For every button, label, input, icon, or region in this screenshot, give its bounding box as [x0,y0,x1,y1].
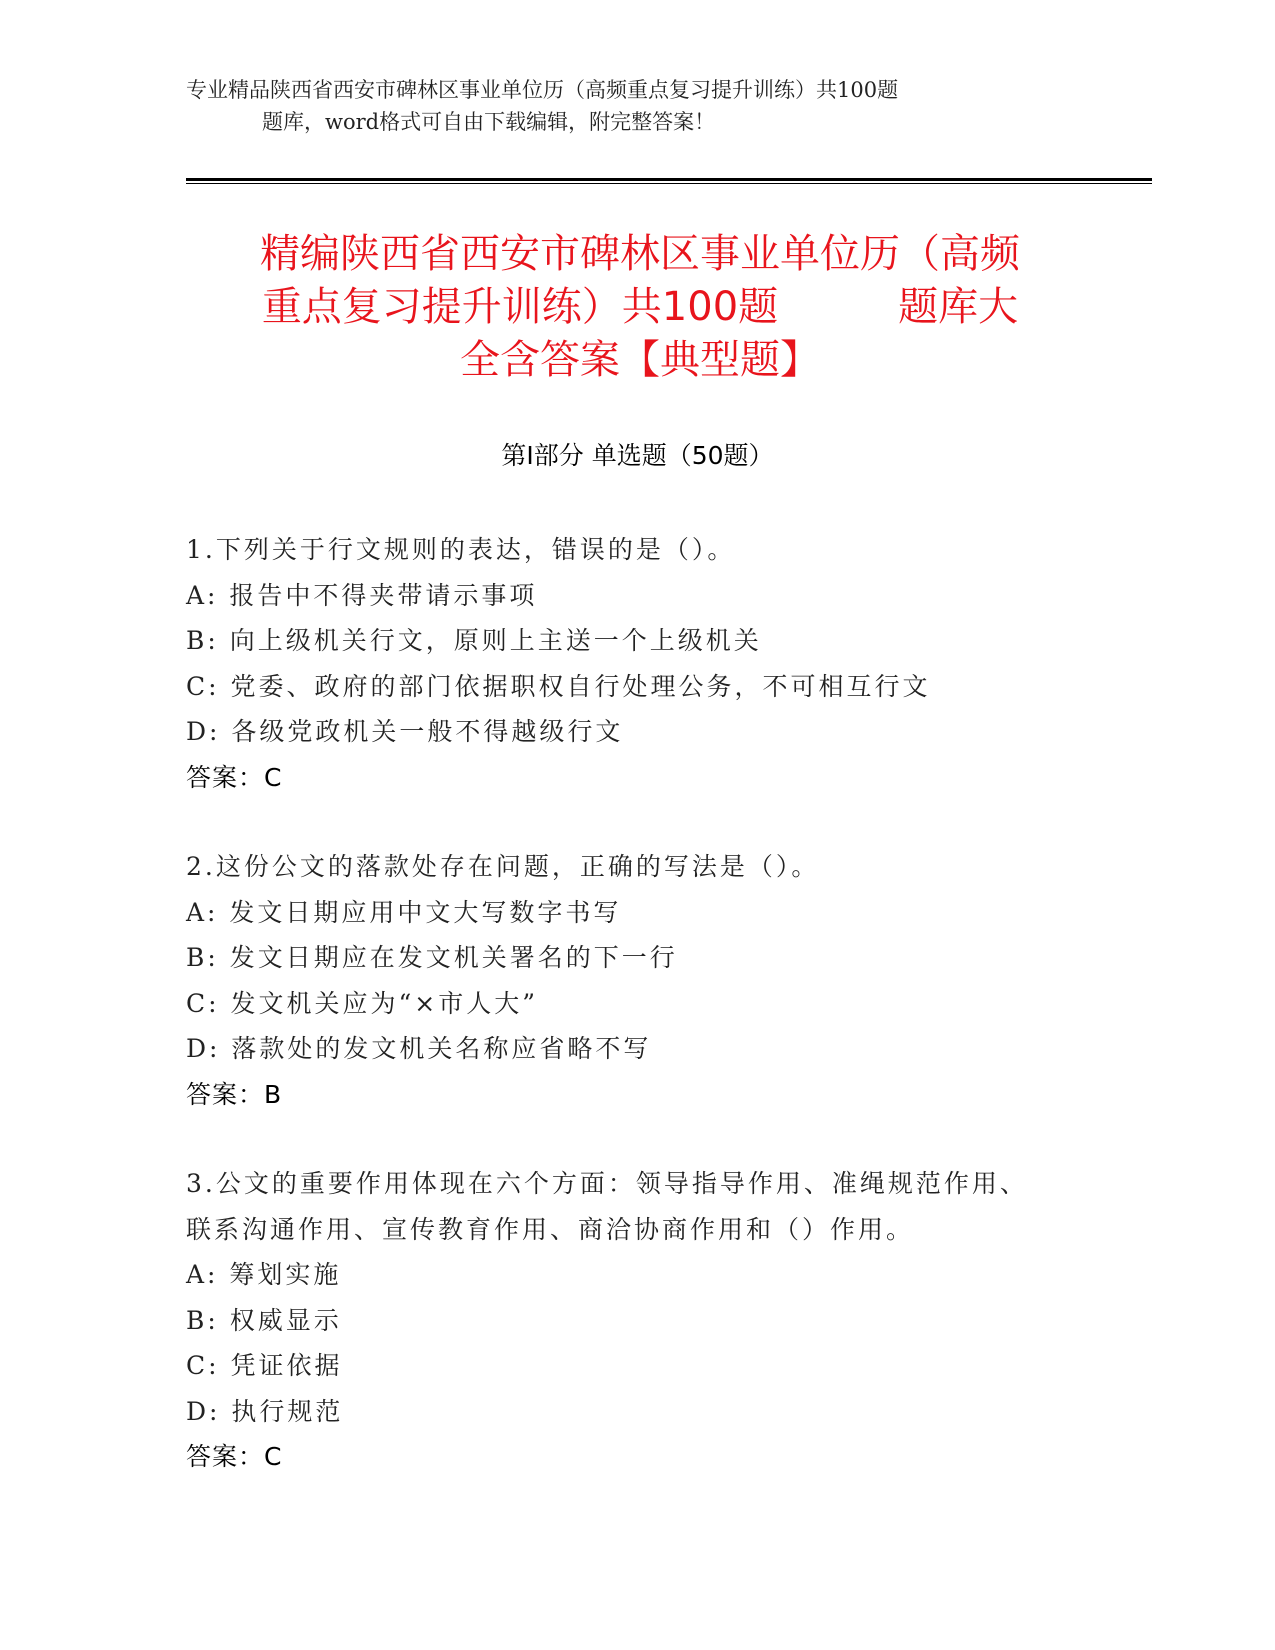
header-note [186,74,1056,138]
option-c: C: 党委、政府的部门依据职权自行处理公务，不可相互行文 [186,671,931,701]
question-stem: 2.这份公文的落款处存在问题，正确的写法是（）。 [186,852,820,881]
option-d: D: 各级党政机关一般不得越级行文 [186,717,624,746]
answer-line [186,1072,1066,1118]
question-list [186,527,1066,1524]
option-d: D: 落款处的发文机关名称应省略不写 [186,1034,652,1063]
answer-label: 答案： [186,1079,265,1109]
answer-value: C [264,762,282,792]
question-2 [186,844,1066,1117]
option-a: A: 发文日期应用中文大写数字书写 [186,897,622,927]
answer-line [186,1434,1066,1480]
answer-label: 答案： [186,762,265,792]
document-title-line-1: 精编陕西省西安市碑林区事业单位历（高频 [260,231,1020,277]
question-stem-line-2: 联系沟通作用、宣传教育作用、商洽协商作用和（）作用。 [186,1214,915,1244]
question-stem: 1.下列关于行文规则的表达，错误的是（）。 [186,535,736,564]
answer-line [186,755,1066,801]
answer-value: C [264,1442,282,1471]
header-note-line-1: 专业精品陕西省西安市碑林区事业单位历（高频重点复习提升训练）共100题 [186,78,899,102]
header-divider-thin [186,183,1152,184]
option-c: C: 发文机关应为“×市人大” [186,988,539,1018]
answer-value: B [264,1079,282,1109]
option-a: A: 筹划实施 [186,1260,342,1289]
document-title-line-2: 重点复习提升训练）共100题 题库大 [261,284,1019,330]
document-title-line-3: 全含答案【典型题】 [460,337,820,383]
option-d: D: 执行规范 [186,1396,344,1426]
answer-label: 答案： [186,1442,265,1471]
option-b: B: 权威显示 [186,1305,342,1335]
question-3 [186,1161,1066,1480]
question-stem-line-1: 3.公文的重要作用体现在六个方面：领导指导作用、准绳规范作用、 [186,1169,1028,1198]
option-b: B: 发文日期应在发文机关署名的下一行 [186,943,678,972]
option-c: C: 凭证依据 [186,1351,343,1380]
document-title [190,228,1090,387]
section-title: 第Ⅰ部分 单选题（50题） [501,441,774,470]
option-a: A: 报告中不得夹带请示事项 [186,580,538,610]
question-1 [186,527,1066,800]
header-note-line-2: 题库，word格式可自由下载编辑，附完整答案！ [262,110,716,134]
option-b: B: 向上级机关行文，原则上主送一个上级机关 [186,626,762,655]
header-divider-thick [186,178,1152,181]
